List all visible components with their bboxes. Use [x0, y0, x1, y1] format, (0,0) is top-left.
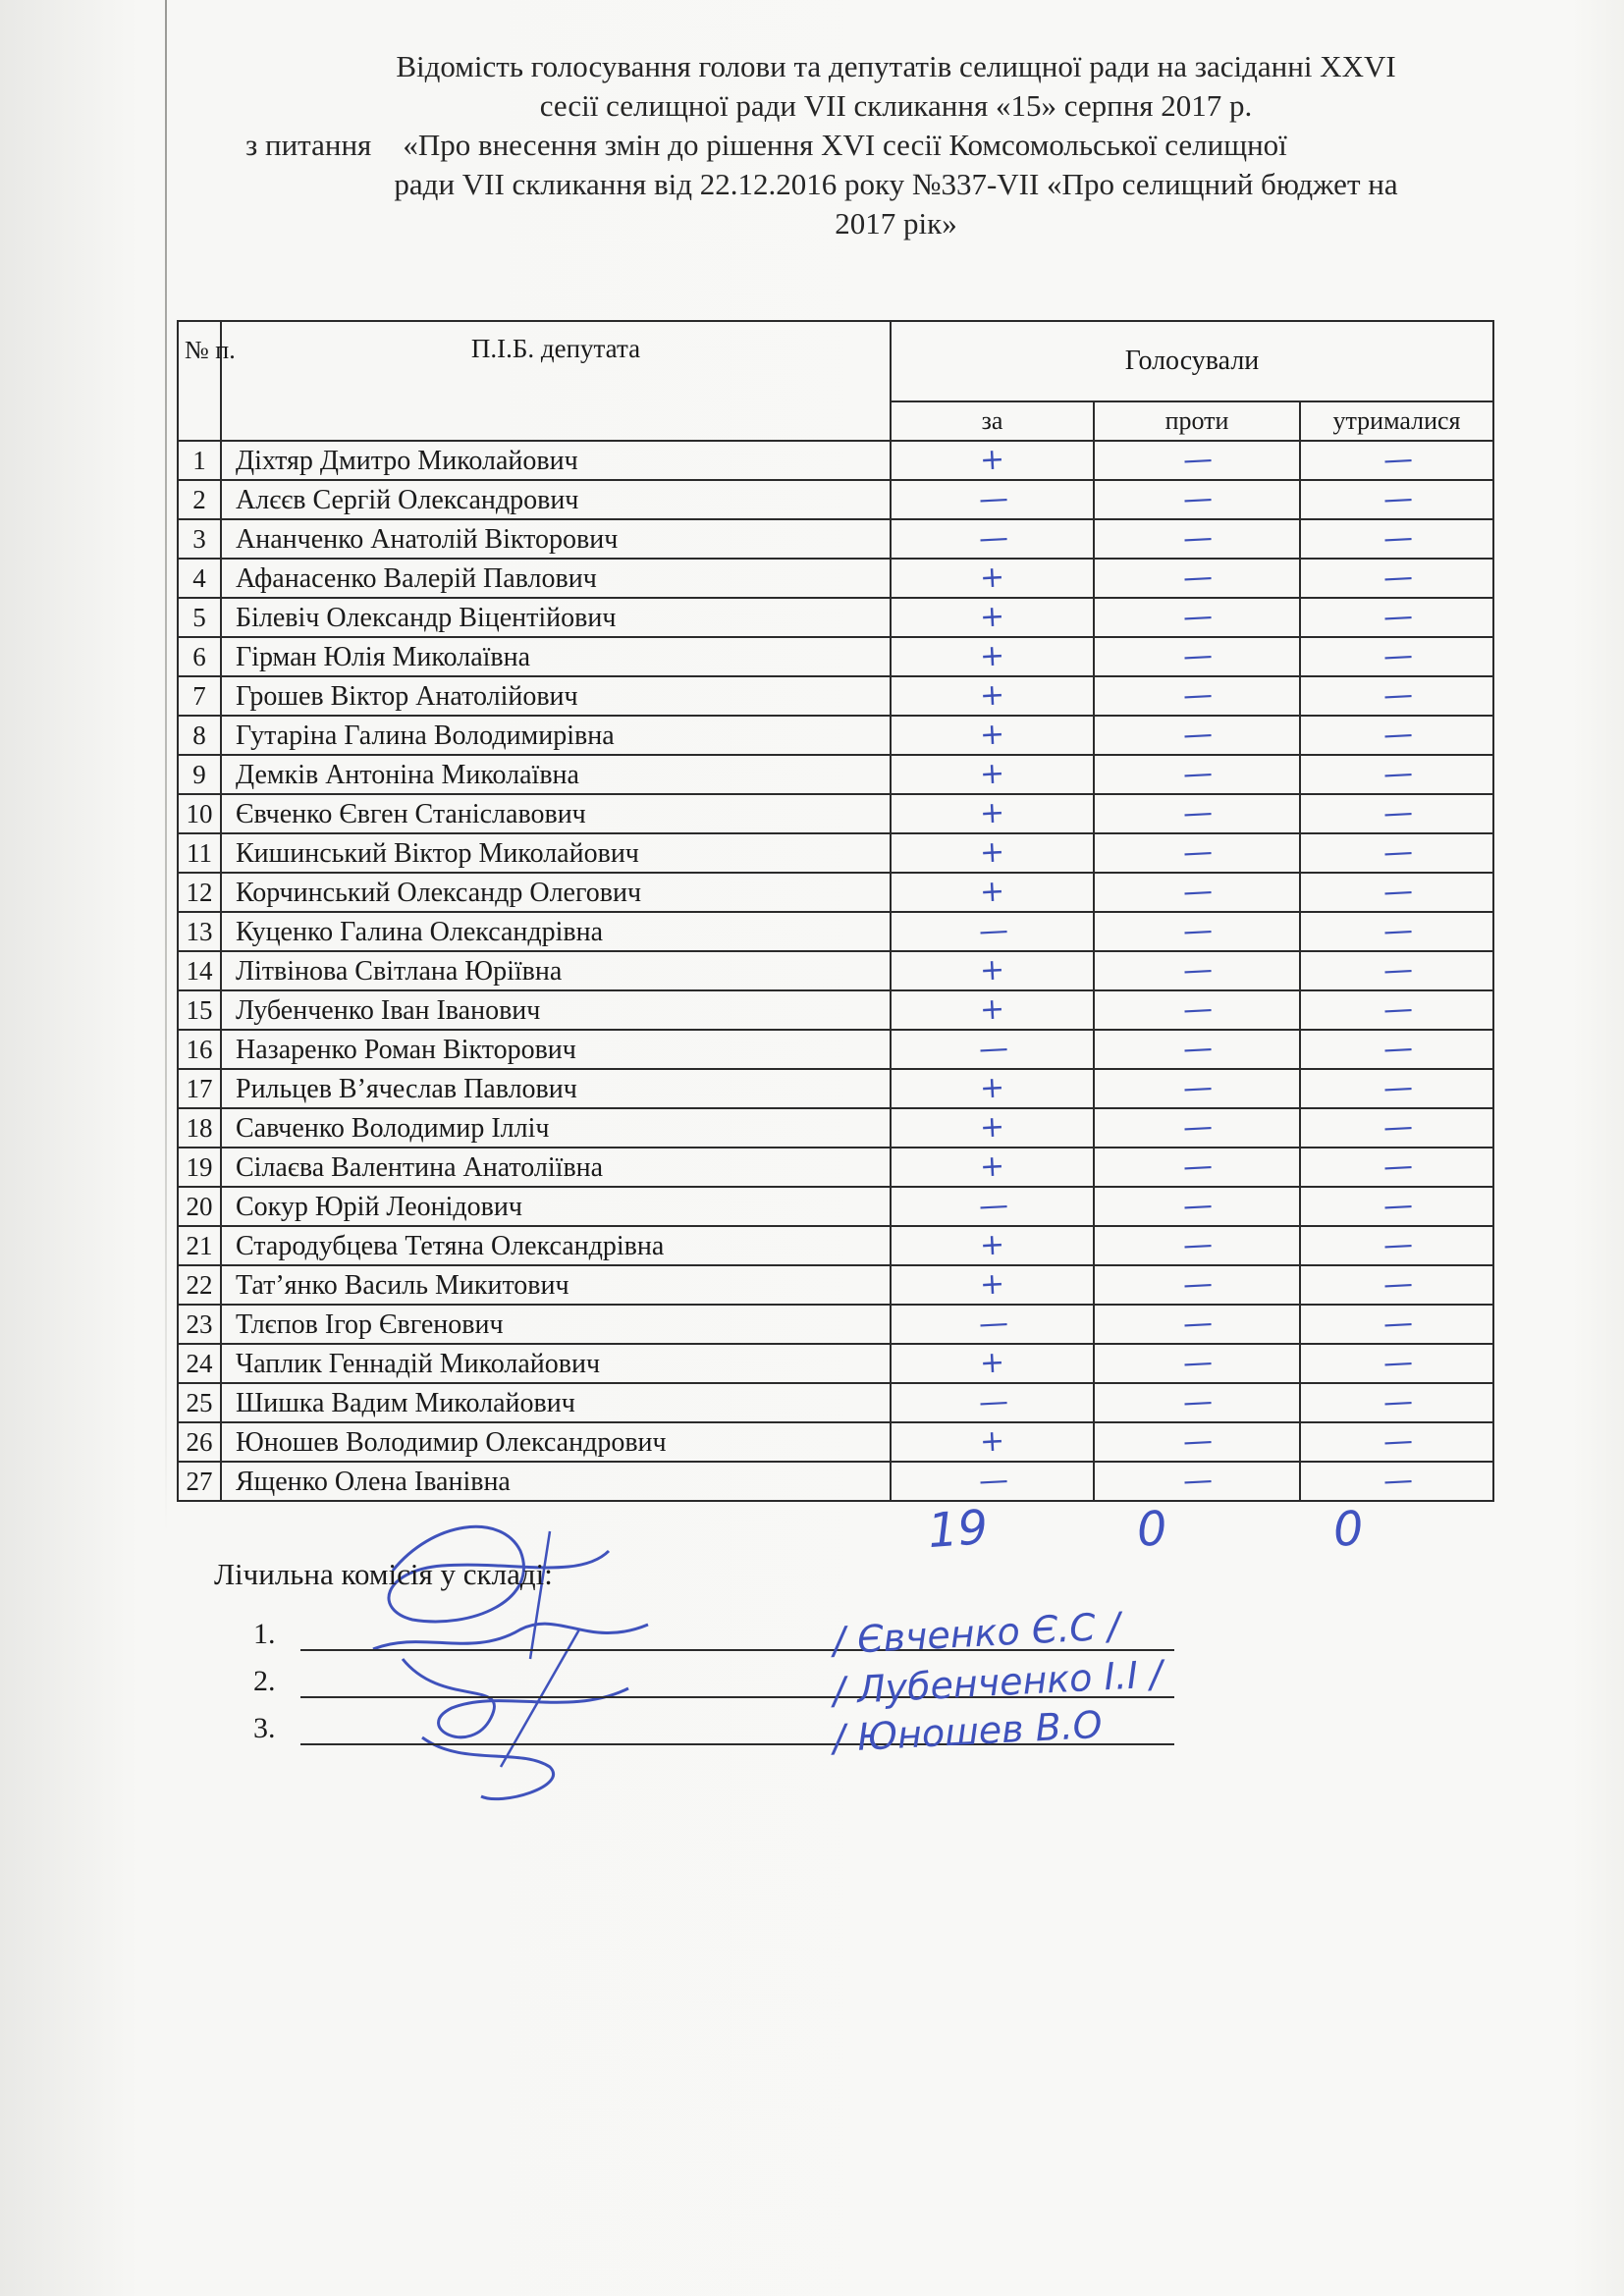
vote-for-mark-cell — [891, 1462, 1094, 1501]
vote-for-mark: + — [979, 1345, 1005, 1381]
vote-abstain-mark-cell — [1300, 1187, 1493, 1226]
vote-abstain-mark: — — [1381, 1306, 1412, 1342]
deputy-name: Діхтяр Дмитро Миколайович — [221, 441, 891, 480]
row-number: 11 — [178, 833, 221, 873]
total-against: 0 — [1135, 1501, 1169, 1558]
table-row — [178, 519, 1493, 559]
vote-against-mark-cell — [1094, 716, 1300, 755]
page-fold-shadow — [165, 0, 167, 1531]
member-number: 1. — [253, 1618, 276, 1650]
vote-against-mark-cell — [1094, 1305, 1300, 1344]
deputy-name: Євченко Євген Станіславович — [221, 794, 891, 833]
deputy-name: Кишинський Віктор Миколайович — [221, 833, 891, 873]
vote-against-mark: — — [1182, 1345, 1212, 1381]
table-row — [178, 912, 1493, 951]
vote-abstain-mark: — — [1381, 1345, 1412, 1381]
vote-abstain-mark-cell — [1300, 1148, 1493, 1187]
vote-abstain-mark-cell — [1300, 1344, 1493, 1383]
vote-for-mark: — — [977, 1463, 1007, 1499]
vote-against-mark-cell — [1094, 441, 1300, 480]
vote-abstain-mark: — — [1381, 1148, 1412, 1185]
vote-for-mark: + — [979, 1148, 1005, 1185]
vote-abstain-mark: — — [1381, 1227, 1412, 1263]
row-number: 14 — [178, 951, 221, 990]
vote-abstain-mark-cell — [1300, 637, 1493, 676]
vote-abstain-mark-cell — [1300, 676, 1493, 716]
vote-abstain-mark-cell — [1300, 833, 1493, 873]
vote-against-mark-cell — [1094, 794, 1300, 833]
vote-for-mark-cell — [891, 990, 1094, 1030]
deputy-name: Корчинський Олександр Олегович — [221, 873, 891, 912]
table-row — [178, 676, 1493, 716]
table-row — [178, 559, 1493, 598]
row-number: 13 — [178, 912, 221, 951]
vote-against-mark: — — [1182, 677, 1212, 714]
row-number: 1 — [178, 441, 221, 480]
table-row — [178, 1148, 1493, 1187]
row-number: 26 — [178, 1422, 221, 1462]
commission-label: Лічильна комісія у складі: — [214, 1557, 553, 1591]
vote-for-mark: + — [979, 677, 1005, 714]
vote-abstain-mark: — — [1381, 1109, 1412, 1146]
vote-for-mark-cell — [891, 1226, 1094, 1265]
vote-for-mark-cell — [891, 716, 1094, 755]
deputy-name: Чаплик Геннадій Миколайович — [221, 1344, 891, 1383]
vote-against-mark-cell — [1094, 1069, 1300, 1108]
vote-against-mark-cell — [1094, 912, 1300, 951]
table-row — [178, 1383, 1493, 1422]
vote-abstain-mark-cell — [1300, 951, 1493, 990]
vote-against-mark-cell — [1094, 676, 1300, 716]
document-title — [211, 47, 1581, 243]
row-number: 25 — [178, 1383, 221, 1422]
row-number: 17 — [178, 1069, 221, 1108]
vote-for-mark-cell — [891, 1422, 1094, 1462]
vote-against-mark: — — [1182, 1266, 1212, 1303]
vote-abstain-mark-cell — [1300, 598, 1493, 637]
title-line-1: Відомість голосування голови та депутатів селищної ради на засіданні XXVI — [396, 49, 1396, 83]
vote-for-mark-cell — [891, 1069, 1094, 1108]
row-number: 21 — [178, 1226, 221, 1265]
vote-against-mark: — — [1182, 1188, 1212, 1224]
vote-for-mark-cell — [891, 480, 1094, 519]
vote-against-mark: — — [1182, 1423, 1212, 1460]
vote-abstain-mark: — — [1381, 952, 1412, 988]
member-number: 2. — [253, 1665, 276, 1697]
vote-against-mark-cell — [1094, 480, 1300, 519]
vote-against-mark-cell — [1094, 1148, 1300, 1187]
handwritten-member-2: / Лубенченко І.І / — [832, 1652, 1164, 1713]
vote-abstain-mark-cell — [1300, 1226, 1493, 1265]
vote-against-mark: — — [1182, 599, 1212, 635]
deputy-name: Афанасенко Валерій Павлович — [221, 559, 891, 598]
table-row — [178, 1108, 1493, 1148]
vote-against-mark-cell — [1094, 1462, 1300, 1501]
vote-for-mark-cell — [891, 1344, 1094, 1383]
vote-against-mark: — — [1182, 1070, 1212, 1106]
vote-for-mark-cell — [891, 637, 1094, 676]
vote-abstain-mark-cell — [1300, 441, 1493, 480]
handwritten-member-1: / Євченко Є.С / — [832, 1604, 1121, 1663]
header-number: № п. — [178, 321, 221, 441]
deputy-name: Ананченко Анатолій Вікторович — [221, 519, 891, 559]
vote-against-mark-cell — [1094, 559, 1300, 598]
table-row — [178, 441, 1493, 480]
table-row — [178, 1069, 1493, 1108]
vote-against-mark-cell — [1094, 873, 1300, 912]
vote-for-mark: + — [979, 442, 1005, 478]
deputy-name: Юношев Володимир Олександрович — [221, 1422, 891, 1462]
vote-abstain-mark: — — [1381, 874, 1412, 910]
table-row — [178, 598, 1493, 637]
vote-against-mark: — — [1182, 1463, 1212, 1499]
vote-abstain-mark-cell — [1300, 1422, 1493, 1462]
vote-abstain-mark: — — [1381, 795, 1412, 831]
vote-abstain-mark: — — [1381, 834, 1412, 871]
deputy-name: Стародубцева Тетяна Олександрівна — [221, 1226, 891, 1265]
vote-against-mark-cell — [1094, 1383, 1300, 1422]
vote-against-mark: — — [1182, 481, 1212, 517]
vote-abstain-mark: — — [1381, 677, 1412, 714]
vote-against-mark: — — [1182, 1306, 1212, 1342]
row-number: 10 — [178, 794, 221, 833]
table-row — [178, 1265, 1493, 1305]
vote-abstain-mark-cell — [1300, 519, 1493, 559]
row-number: 12 — [178, 873, 221, 912]
vote-against-mark: — — [1182, 834, 1212, 871]
vote-abstain-mark: — — [1381, 638, 1412, 674]
deputy-name: Тат’янко Василь Микитович — [221, 1265, 891, 1305]
vote-for-mark-cell — [891, 1187, 1094, 1226]
deputy-name: Алєєв Сергій Олександрович — [221, 480, 891, 519]
vote-for-mark: — — [977, 481, 1007, 517]
vote-abstain-mark-cell — [1300, 716, 1493, 755]
vote-for-mark: — — [977, 1384, 1007, 1420]
row-number: 9 — [178, 755, 221, 794]
header-for: за — [891, 401, 1094, 441]
row-number: 20 — [178, 1187, 221, 1226]
header-deputy-name: П.І.Б. депутата — [221, 321, 891, 441]
vote-for-mark-cell — [891, 912, 1094, 951]
row-number: 27 — [178, 1462, 221, 1501]
vote-abstain-mark: — — [1381, 991, 1412, 1028]
vote-for-mark: + — [979, 795, 1005, 831]
vote-for-mark-cell — [891, 519, 1094, 559]
vote-against-mark-cell — [1094, 1108, 1300, 1148]
row-number: 8 — [178, 716, 221, 755]
vote-against-mark-cell — [1094, 1226, 1300, 1265]
row-number: 6 — [178, 637, 221, 676]
vote-against-mark: — — [1182, 1109, 1212, 1146]
table-row — [178, 1226, 1493, 1265]
header-voted: Голосували — [891, 321, 1493, 401]
vote-abstain-mark: — — [1381, 442, 1412, 478]
total-abstained: 0 — [1331, 1501, 1366, 1558]
header-abstained: утрималися — [1300, 401, 1493, 441]
vote-for-mark: + — [979, 834, 1005, 871]
vote-abstain-mark-cell — [1300, 1305, 1493, 1344]
row-number: 22 — [178, 1265, 221, 1305]
title-question-label: з питання — [245, 128, 372, 162]
vote-for-mark: + — [979, 1266, 1005, 1303]
vote-for-mark-cell — [891, 598, 1094, 637]
deputy-name: Рильцев В’ячеслав Павлович — [221, 1069, 891, 1108]
vote-for-mark-cell — [891, 755, 1094, 794]
vote-for-mark: — — [977, 913, 1007, 949]
vote-abstain-mark-cell — [1300, 480, 1493, 519]
table-row — [178, 480, 1493, 519]
deputy-name: Назаренко Роман Вікторович — [221, 1030, 891, 1069]
voting-table-body — [178, 441, 1493, 1501]
table-row — [178, 990, 1493, 1030]
vote-abstain-mark: — — [1381, 717, 1412, 753]
vote-against-mark: — — [1182, 991, 1212, 1028]
vote-for-mark: + — [979, 1227, 1005, 1263]
vote-against-mark-cell — [1094, 598, 1300, 637]
row-number: 24 — [178, 1344, 221, 1383]
vote-against-mark: — — [1182, 717, 1212, 753]
row-number: 3 — [178, 519, 221, 559]
vote-for-mark-cell — [891, 794, 1094, 833]
vote-against-mark: — — [1182, 952, 1212, 988]
vote-against-mark: — — [1182, 1384, 1212, 1420]
deputy-name: Шишка Вадим Миколайович — [221, 1383, 891, 1422]
vote-for-mark: + — [979, 717, 1005, 753]
table-row — [178, 1305, 1493, 1344]
deputy-name: Савченко Володимир Ілліч — [221, 1108, 891, 1148]
vote-against-mark-cell — [1094, 637, 1300, 676]
table-row — [178, 1344, 1493, 1383]
table-row — [178, 1187, 1493, 1226]
table-row — [178, 1462, 1493, 1501]
vote-for-mark-cell — [891, 676, 1094, 716]
vote-against-mark-cell — [1094, 1187, 1300, 1226]
vote-for-mark: — — [977, 1306, 1007, 1342]
vote-against-mark-cell — [1094, 1030, 1300, 1069]
vote-for-mark: — — [977, 1188, 1007, 1224]
table-row — [178, 637, 1493, 676]
vote-abstain-mark: — — [1381, 913, 1412, 949]
vote-abstain-mark: — — [1381, 1384, 1412, 1420]
title-question-text: «Про внесення змін до рішення XVI сесії Комсомольської селищної — [403, 128, 1287, 162]
vote-for-mark: + — [979, 1423, 1005, 1460]
vote-for-mark: + — [979, 1109, 1005, 1146]
vote-abstain-mark: — — [1381, 756, 1412, 792]
deputy-name: Демків Антоніна Миколаївна — [221, 755, 891, 794]
vote-abstain-mark: — — [1381, 599, 1412, 635]
row-number: 15 — [178, 990, 221, 1030]
row-number: 5 — [178, 598, 221, 637]
deputy-name: Грошев Віктор Анатолійович — [221, 676, 891, 716]
vote-abstain-mark-cell — [1300, 794, 1493, 833]
vote-for-mark: + — [979, 756, 1005, 792]
table-row — [178, 716, 1493, 755]
vote-abstain-mark: — — [1381, 1463, 1412, 1499]
vote-abstain-mark-cell — [1300, 912, 1493, 951]
vote-for-mark-cell — [891, 559, 1094, 598]
deputy-name: Сокур Юрій Леонідович — [221, 1187, 891, 1226]
vote-abstain-mark-cell — [1300, 1265, 1493, 1305]
vote-abstain-mark: — — [1381, 1423, 1412, 1460]
vote-against-mark-cell — [1094, 951, 1300, 990]
vote-for-mark: — — [977, 520, 1007, 557]
vote-for-mark-cell — [891, 1305, 1094, 1344]
vote-against-mark: — — [1182, 1031, 1212, 1067]
vote-for-mark: + — [979, 874, 1005, 910]
vote-abstain-mark-cell — [1300, 990, 1493, 1030]
table-row — [178, 794, 1493, 833]
vote-for-mark: + — [979, 599, 1005, 635]
title-line-5: 2017 рік» — [835, 206, 957, 240]
vote-for-mark-cell — [891, 1265, 1094, 1305]
deputy-name: Гірман Юлія Миколаївна — [221, 637, 891, 676]
vote-against-mark: — — [1182, 442, 1212, 478]
table-row — [178, 755, 1493, 794]
deputy-name: Гутаріна Галина Володимирівна — [221, 716, 891, 755]
vote-against-mark: — — [1182, 874, 1212, 910]
vote-for-mark-cell — [891, 441, 1094, 480]
deputy-name: Сілаєва Валентина Анатоліївна — [221, 1148, 891, 1187]
vote-for-mark-cell — [891, 1383, 1094, 1422]
table-row — [178, 873, 1493, 912]
title-line-4: ради VII скликання від 22.12.2016 року №337-VII «Про селищний бюджет на — [394, 167, 1398, 201]
vote-against-mark-cell — [1094, 833, 1300, 873]
row-number: 18 — [178, 1108, 221, 1148]
vote-for-mark: — — [977, 1031, 1007, 1067]
vote-abstain-mark: — — [1381, 1266, 1412, 1303]
vote-against-mark: — — [1182, 638, 1212, 674]
vote-for-mark-cell — [891, 873, 1094, 912]
vote-against-mark: — — [1182, 560, 1212, 596]
title-line-3 — [211, 126, 1581, 165]
vote-for-mark: + — [979, 991, 1005, 1028]
vote-for-mark: + — [979, 1070, 1005, 1106]
deputy-name: Літвінова Світлана Юріївна — [221, 951, 891, 990]
vote-abstain-mark: — — [1381, 520, 1412, 557]
vote-abstain-mark-cell — [1300, 1462, 1493, 1501]
vote-against-mark: — — [1182, 1148, 1212, 1185]
vote-abstain-mark: — — [1381, 481, 1412, 517]
vote-abstain-mark-cell — [1300, 559, 1493, 598]
deputy-name: Тлєпов Ігор Євгенович — [221, 1305, 891, 1344]
vote-for-mark-cell — [891, 1108, 1094, 1148]
vote-for-mark-cell — [891, 1148, 1094, 1187]
table-row — [178, 1422, 1493, 1462]
vote-against-mark-cell — [1094, 990, 1300, 1030]
row-number: 7 — [178, 676, 221, 716]
table-row — [178, 1030, 1493, 1069]
vote-against-mark-cell — [1094, 755, 1300, 794]
deputy-name: Куценко Галина Олександрівна — [221, 912, 891, 951]
vote-for-mark-cell — [891, 833, 1094, 873]
vote-for-mark-cell — [891, 951, 1094, 990]
handwritten-member-3: / Юношев В.О — [832, 1702, 1104, 1761]
vote-for-mark-cell — [891, 1030, 1094, 1069]
vote-abstain-mark: — — [1381, 1188, 1412, 1224]
vote-against-mark: — — [1182, 1227, 1212, 1263]
vote-abstain-mark: — — [1381, 1070, 1412, 1106]
row-number: 4 — [178, 559, 221, 598]
row-number: 2 — [178, 480, 221, 519]
vote-for-mark: + — [979, 560, 1005, 596]
table-row — [178, 833, 1493, 873]
vote-abstain-mark: — — [1381, 560, 1412, 596]
vote-against-mark-cell — [1094, 1422, 1300, 1462]
row-number: 23 — [178, 1305, 221, 1344]
vote-against-mark: — — [1182, 756, 1212, 792]
vote-for-mark: + — [979, 952, 1005, 988]
vote-abstain-mark-cell — [1300, 1069, 1493, 1108]
vote-against-mark: — — [1182, 913, 1212, 949]
deputy-name: Білевіч Олександр Віцентійович — [221, 598, 891, 637]
member-number: 3. — [253, 1712, 276, 1744]
voting-table — [177, 320, 1494, 1502]
vote-abstain-mark-cell — [1300, 873, 1493, 912]
vote-abstain-mark-cell — [1300, 1108, 1493, 1148]
vote-against-mark-cell — [1094, 1265, 1300, 1305]
vote-against-mark: — — [1182, 520, 1212, 557]
title-line-2: сесії селищної ради VII скликання «15» серпня 2017 р. — [539, 88, 1253, 123]
vote-abstain-mark: — — [1381, 1031, 1412, 1067]
vote-for-mark: + — [979, 638, 1005, 674]
deputy-name: Ященко Олена Іванівна — [221, 1462, 891, 1501]
vote-against-mark-cell — [1094, 1344, 1300, 1383]
vote-abstain-mark-cell — [1300, 1383, 1493, 1422]
row-number: 19 — [178, 1148, 221, 1187]
total-for: 19 — [926, 1499, 990, 1560]
deputy-name: Лубенченко Іван Іванович — [221, 990, 891, 1030]
row-number: 16 — [178, 1030, 221, 1069]
table-row — [178, 951, 1493, 990]
vote-against-mark: — — [1182, 795, 1212, 831]
vote-abstain-mark-cell — [1300, 755, 1493, 794]
header-against: проти — [1094, 401, 1300, 441]
vote-against-mark-cell — [1094, 519, 1300, 559]
vote-abstain-mark-cell — [1300, 1030, 1493, 1069]
